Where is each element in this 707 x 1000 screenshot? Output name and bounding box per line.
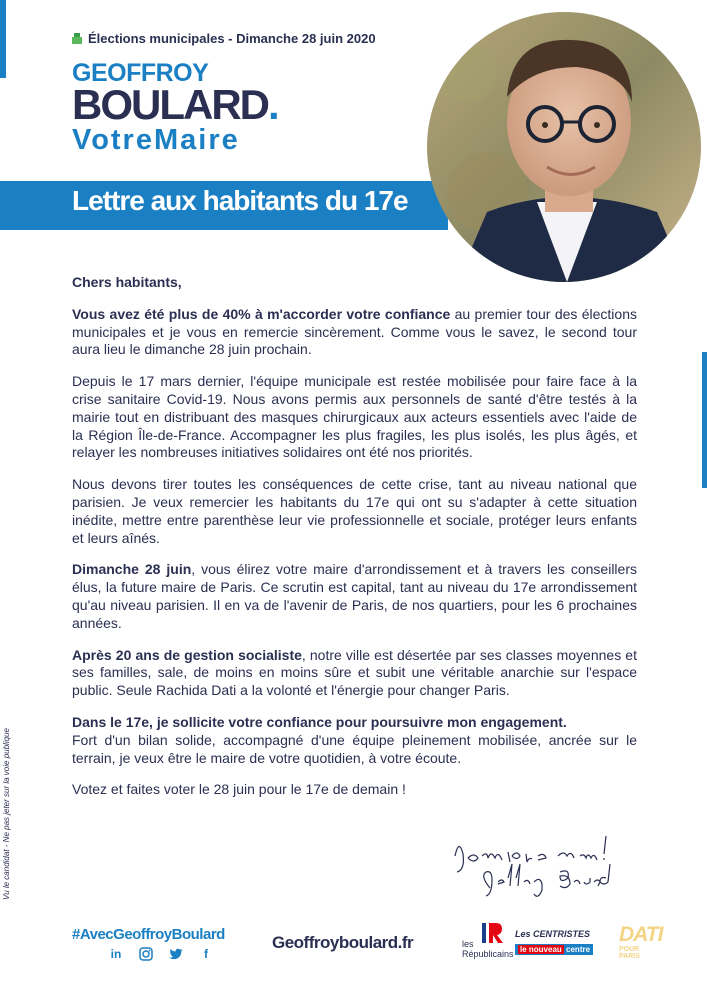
campaign-hashtag[interactable]: #AvecGeoffroyBoulard <box>72 926 225 943</box>
letter-body <box>72 274 637 813</box>
letter-paragraph-2: Depuis le 17 mars dernier, l'équipe municipale est restée mobilisée pour faire face à la crise sanitaire Covid-19. Nous avons permis aux personnels de santé d'être testés à la mairie tout en distribuant des masques chirurgicaux aux acteurs essentiels avec l'aide de la Région Île-de-France. Accompagner les plus fragiles, les plus isolés, les plus âgés, et relayer les nombreuses initiatives solidaires ont été nos priorités. <box>72 373 637 461</box>
social-links <box>108 946 214 962</box>
election-line: Élections municipales - Dimanche 28 juin 2020 <box>88 31 376 46</box>
les-republicains-logo <box>462 925 522 970</box>
instagram-icon[interactable] <box>138 946 154 962</box>
letter-paragraph-1: Vous avez été plus de 40% à m'accorder votre confiance au premier tour des élections municipales et je vous en remercie sincèrement. Comme vous le savez, le second tour aura lieu le dimanche 28 juin prochain. <box>72 305 637 358</box>
twitter-icon[interactable] <box>168 946 184 962</box>
les-republicains-text: les Républicains <box>462 939 514 959</box>
letter-paragraph-6: Dans le 17e, je sollicite votre confiance pour poursuivre mon engagement. Fort d'un bilan solide, accompagné d'une équipe pleinement mobilisée, ancrée sur le terrain, je veux être le maire de votre quotidien, à votre écoute. <box>72 713 637 766</box>
brand-last-name: BOULARD. <box>72 81 278 128</box>
brand-first-name: GEOFFROY <box>72 59 209 87</box>
letter-paragraph-7: Votez et faites voter le 28 juin pour le 17e de demain ! <box>72 781 406 798</box>
right-accent-bar <box>702 352 707 488</box>
page-title: Lettre aux habitants du 17e <box>72 185 408 216</box>
letter-greeting: Chers habitants, <box>72 274 182 290</box>
candidate-portrait <box>427 12 701 282</box>
linkedin-icon[interactable]: in <box>110 947 122 961</box>
brand-subtitle: VotreMaire <box>72 124 240 156</box>
letter-paragraph-5: Après 20 ans de gestion socialiste, notre ville est désertée par ses classes moyennes et ses familles, sale, de moins en moins sûre et subit une véritable anarchie sur l'espace public. Seule Rachida Dati a la volonté et l'énergie pour changer Paris. <box>72 646 637 699</box>
letter-paragraph-3: Nous devons tirer toutes les conséquences de cette crise, tant au niveau national que parisien. Je veux remercier les habitants du 17e qui ont su s'adapter à cette situation inédite, mettre entre parenthèse leur vie professionnelle et sociale, protéger leurs enfants et leurs aînés. <box>72 476 637 546</box>
ballot-box-icon <box>72 33 82 44</box>
left-accent-bar <box>0 0 6 78</box>
candidate-brand <box>72 60 278 156</box>
centristes-logo: Les CENTRISTES le nouveau centre <box>515 929 615 957</box>
election-header <box>72 31 376 46</box>
facebook-icon[interactable]: f <box>204 947 208 961</box>
handwritten-signature <box>450 826 620 906</box>
legal-note: Vu le candidat - Ne pas jeter sur la voie publique <box>2 728 11 900</box>
dati-pour-paris-logo: DATI POUR PARIS <box>619 923 663 960</box>
letter-paragraph-4: Dimanche 28 juin, vous élirez votre maire d'arrondissement et à travers les conseillers élus, la future maire de Paris. Ce scrutin est capital, tant au niveau du 17e arrondissement qu'au niveau parisien. Il en va de l'avenir de Paris, de nos quartiers, pour les 6 prochaines années. <box>72 561 637 631</box>
website-link[interactable]: Geoffroyboulard.fr <box>272 933 414 952</box>
